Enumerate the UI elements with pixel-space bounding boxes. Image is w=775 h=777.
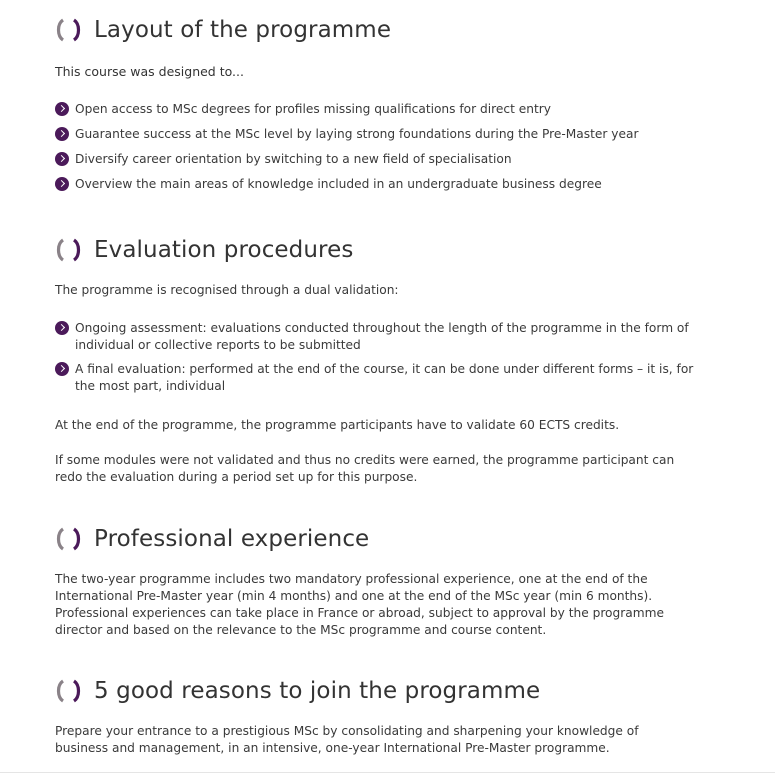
section-title: Professional experience <box>94 526 370 552</box>
chevron-right-icon <box>55 321 69 335</box>
bracket-logo-icon <box>55 238 83 262</box>
section-heading <box>55 10 695 50</box>
list-item: Overview the main areas of knowledge included in an undergraduate business degree <box>55 176 695 193</box>
chevron-right-icon <box>55 152 69 166</box>
paragraph: If some modules were not validated and thus no credits were earned, the programme participant can redo the evaluation during a period set up for this purpose. <box>55 453 675 484</box>
section-title: Evaluation procedures <box>94 237 354 263</box>
paragraph: At the end of the programme, the programme participants have to validate 60 ECTS credits. <box>55 418 620 432</box>
paragraph: The two-year programme includes two mandatory professional experience, one at the end of the International Pre-Master year (min 4 months) and one at the end of the MSc year (min 6 months). Professional experiences can take place in France or abroad, subject to approval by the programme director and based on the relevance to the MSc programme and course content. <box>55 572 664 637</box>
section-intro: The programme is recognised through a dual validation: <box>55 283 399 297</box>
list-item: A final evaluation: performed at the end of the course, it can be done under different forms – it is, for the most part, individual <box>55 361 695 394</box>
list-item: Diversify career orientation by switching to a new field of specialisation <box>55 151 695 168</box>
list-item: Open access to MSc degrees for profiles missing qualifications for direct entry <box>55 101 695 118</box>
divider <box>0 772 775 773</box>
list-item: Guarantee success at the MSc level by laying strong foundations during the Pre-Master year <box>55 126 695 143</box>
list-item: Ongoing assessment: evaluations conducted throughout the length of the programme in the form of individual or collective reports to be submitted <box>55 320 695 353</box>
chevron-right-icon <box>55 177 69 191</box>
section-title: 5 good reasons to join the programme <box>94 678 541 704</box>
bracket-logo-icon <box>55 18 83 42</box>
chevron-right-icon <box>55 102 69 116</box>
bracket-logo-icon <box>55 527 83 551</box>
section-heading <box>55 671 695 711</box>
chevron-right-icon <box>55 362 69 376</box>
bullet-list <box>55 320 695 394</box>
section-layout <box>55 10 695 193</box>
section-title: Layout of the programme <box>94 17 392 43</box>
paragraph: Prepare your entrance to a prestigious MSc by consolidating and sharpening your knowledge of business and management, in an intensive, one-year International Pre-Master programme. <box>55 724 639 755</box>
section-intro: This course was designed to... <box>55 64 244 79</box>
section-heading <box>55 519 695 559</box>
bullet-list <box>55 101 695 193</box>
section-experience <box>55 519 695 639</box>
section-reasons <box>55 671 695 757</box>
chevron-right-icon <box>55 127 69 141</box>
bracket-logo-icon <box>55 679 83 703</box>
section-evaluation <box>55 230 695 486</box>
section-heading <box>55 230 695 270</box>
